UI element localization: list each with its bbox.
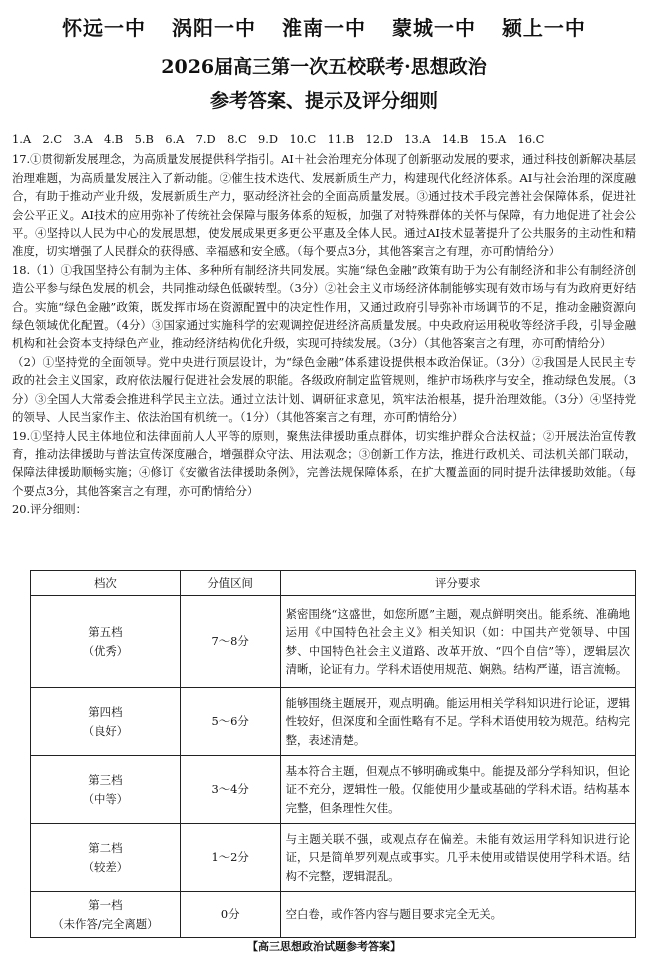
table-row bbox=[31, 596, 636, 688]
rubric-range: 3～4分 bbox=[180, 756, 280, 824]
school-name: 淮南一中 bbox=[282, 16, 366, 40]
rubric-requirement: 空白卷，或作答内容与题目要求完全无关。 bbox=[280, 892, 635, 938]
answer-body bbox=[12, 130, 636, 519]
school-names bbox=[0, 12, 648, 41]
rubric-requirement: 能够围绕主题展开，观点明确。能运用相关学科知识进行论证，逻辑性较好，但深度和全面性略有不足。学科术语使用较为规范。结构完整，表述清楚。 bbox=[280, 688, 635, 756]
rubric-requirement: 紧密围绕“这盛世，如您所愿”主题，观点鲜明突出。能系统、准确地运用《中国特色社会主义》相关知识（如：中国共产党领导、中国梦、中国特色社会主义道路、改革开放、“四个自信”等），逻辑层次清晰，论证有力。学科术语使用规范、娴熟。结构严谨，语言流畅。 bbox=[280, 596, 635, 688]
rubric-range: 1～2分 bbox=[180, 824, 280, 892]
rubric-level: 第二档 （较差） bbox=[31, 824, 181, 892]
school-name: 蒙城一中 bbox=[391, 16, 476, 40]
table-row bbox=[31, 892, 636, 938]
rubric-requirement: 基本符合主题，但观点不够明确或集中。能提及部分学科知识，但论证不充分，逻辑性一般。仅能使用少量或基础的学科术语。结构基本完整，但条理性欠佳。 bbox=[280, 756, 635, 824]
answer-subtitle: 参考答案、提示及评分细则 bbox=[209, 90, 438, 112]
question-18-part1-answer: 18.（1）①我国坚持公有制为主体、多种所有制经济共同发展。实施“绿色金融”政策有助于为公有制经济和非公有制经济创造公平参与绿色发展的机会，共同推动绿色低碳转型。（3分）②社会主义市场经济体制能够实现有效市场与有为政府更好结合。实施“绿色金融”政策，既发挥市场在资源配置中的决定性作用，又通过政府引导弥补市场调节的不足，推动金融资源向绿色领域优化配置。（4分）③国家通过实施科学的宏观调控促进经济高质量发展。中央政府运用税收等经济手段，引导金融机构和社会资本支持绿色产业，推动经济结构优化升级，实现可持续发展。（3分）（其他答案言之有理，亦可酌情给分） bbox=[12, 262, 636, 351]
rubric-level: 第一档 （未作答/完全离题） bbox=[31, 892, 181, 938]
school-name: 颍上一中 bbox=[501, 16, 586, 40]
rubric-level: 第五档 （优秀） bbox=[31, 596, 181, 688]
table-row bbox=[31, 688, 636, 756]
question-19-answer: 19.①坚持人民主体地位和法律面前人人平等的原则，聚焦法律援助重点群体，切实维护群众合法权益；②开展法治宣传教育，推动法律援助与普法宣传深度融合，增强群众守法、用法观念；③创新工作方法，推进行政机关、司法机关部门联动，保障法律援助顺畅实施；④修订《安徽省法律援助条例》，完善法规保障体系，在扩大覆盖面的同时提升法律援助效能。（每个要点3分，其他答案言之有理，亦可酌情给分） bbox=[12, 428, 636, 498]
question-20-label: 20.评分细则： bbox=[12, 502, 88, 517]
rubric-table bbox=[30, 570, 636, 938]
rubric-requirement: 与主题关联不强，或观点存在偏差。未能有效运用学科知识进行论证，只是简单罗列观点或事实。几乎未使用或错误使用学科术语。结构不完整，逻辑混乱。 bbox=[280, 824, 635, 892]
rubric-header-row bbox=[31, 571, 636, 596]
page-footer: 【高三思想政治试题参考答案】 bbox=[247, 940, 401, 953]
exam-title: 2026届高三第一次五校联考·思想政治 bbox=[161, 56, 487, 78]
rubric-level: 第三档 （中等） bbox=[31, 756, 181, 824]
table-row bbox=[31, 824, 636, 892]
rubric-header-requirement: 评分要求 bbox=[280, 571, 635, 596]
question-18-part2-answer: （2）①坚持党的全面领导。党中央进行顶层设计，为“绿色金融”体系建设提供根本政治保证。（3分）②我国是人民民主专政的社会主义国家，政府依法履行促进社会发展的职能。各级政府制定监管规则，维护市场秩序与安全，推动绿色发展。（3分）③全国人大常委会推进科学民主立法。通过立法计划、调研征求意见，筑牢法治根基，提升治理效能。（3分）④坚持党的领导、人民当家作主、依法治国有机统一。（1分）（其他答案言之有理，亦可酌情给分） bbox=[12, 354, 636, 425]
rubric-range: 5～6分 bbox=[180, 688, 280, 756]
rubric-header-level: 档次 bbox=[31, 571, 181, 596]
rubric-range: 0分 bbox=[180, 892, 280, 938]
rubric-level: 第四档 （良好） bbox=[31, 688, 181, 756]
multiple-choice-answers: 1.A 2.C 3.A 4.B 5.B 6.A 7.D 8.C 9.D 10.C 11.B 12.D 13.A 14.B 15.A 16.C bbox=[12, 132, 545, 146]
question-17-answer: 17.①贯彻新发展理念，为高质量发展提供科学指引。AI＋社会治理充分体现了创新驱动发展的要求，通过科技创新解决基层治理难题，为高质量发展注入了新动能。②催生技术迭代、发展新质生产力，构建现代化经济体系。AI与社会治理的深度融合，有助于推动产业升级，发展新质生产力，驱动经济社会的全面高质量发展。③通过技术手段完善社会保障体系，促进社会公平正义。AI技术的应用弥补了传统社会保障与服务体系的短板，加强了对特殊群体的关怀与保障，有力地促进了社会公平。④坚持以人民为中心的发展思想，使发展成果更多更公平惠及全体人民。通过AI技术显著提升了公共服务的主动性和精准度，切实增强了人民群众的获得感、幸福感和安全感。（每个要点3分，其他答案言之有理，亦可酌情给分） bbox=[12, 152, 636, 259]
rubric-header-range: 分值区间 bbox=[180, 571, 280, 596]
rubric-range: 7～8分 bbox=[180, 596, 280, 688]
table-row bbox=[31, 756, 636, 824]
school-name: 怀远一中 bbox=[62, 16, 147, 40]
school-name: 涡阳一中 bbox=[172, 16, 257, 40]
